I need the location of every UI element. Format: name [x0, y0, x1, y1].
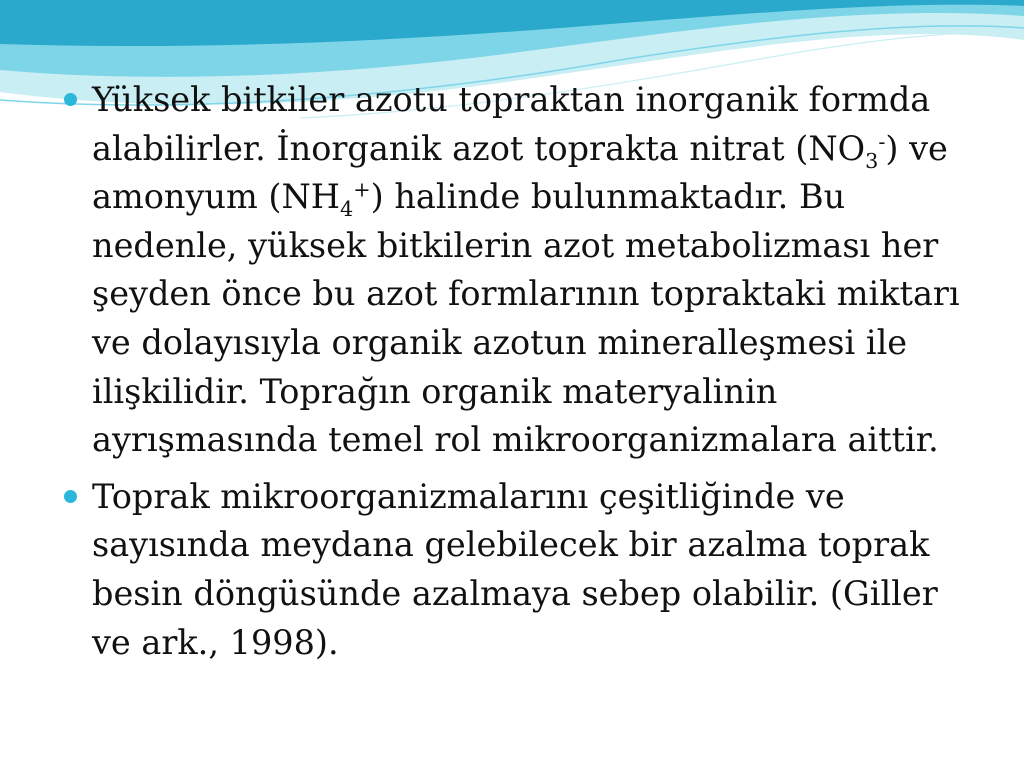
bullet-text [92, 477, 938, 662]
text-run: Yüksek bitkiler azotu topraktan inorganik formda alabilirler. İnorganik azot toprakta nitrat (NO [92, 80, 931, 168]
superscript: + [353, 177, 371, 202]
subscript: 4 [340, 197, 354, 222]
bullet-item [62, 76, 962, 465]
bullet-icon [64, 93, 77, 106]
bullet-text [92, 80, 960, 459]
subscript: 3 [865, 148, 879, 173]
slide-body [62, 76, 962, 667]
bullet-icon [64, 490, 77, 503]
text-run: ) halinde bulunmaktadır. Bu nedenle, yüksek bitkilerin azot metabolizması her şeyden önce bu azot formlarının topraktaki miktarı ve dolayısıyla organik azotun mineralleşmesi ile ilişkilidir. Toprağın organik materyalinin ayrışmasında temel rol mikroorganizmalara aittir. [92, 177, 960, 460]
text-run: Toprak mikroorganizmalarını çeşitliğinde ve sayısında meydana gelebilecek bir azalma toprak besin döngüsünde azalmaya sebep olabilir. (Giller ve ark., 1998). [92, 476, 938, 662]
text-run: ) ve amonyum (NH [92, 128, 948, 217]
superscript: - [878, 129, 886, 154]
bullet-item [62, 473, 962, 667]
